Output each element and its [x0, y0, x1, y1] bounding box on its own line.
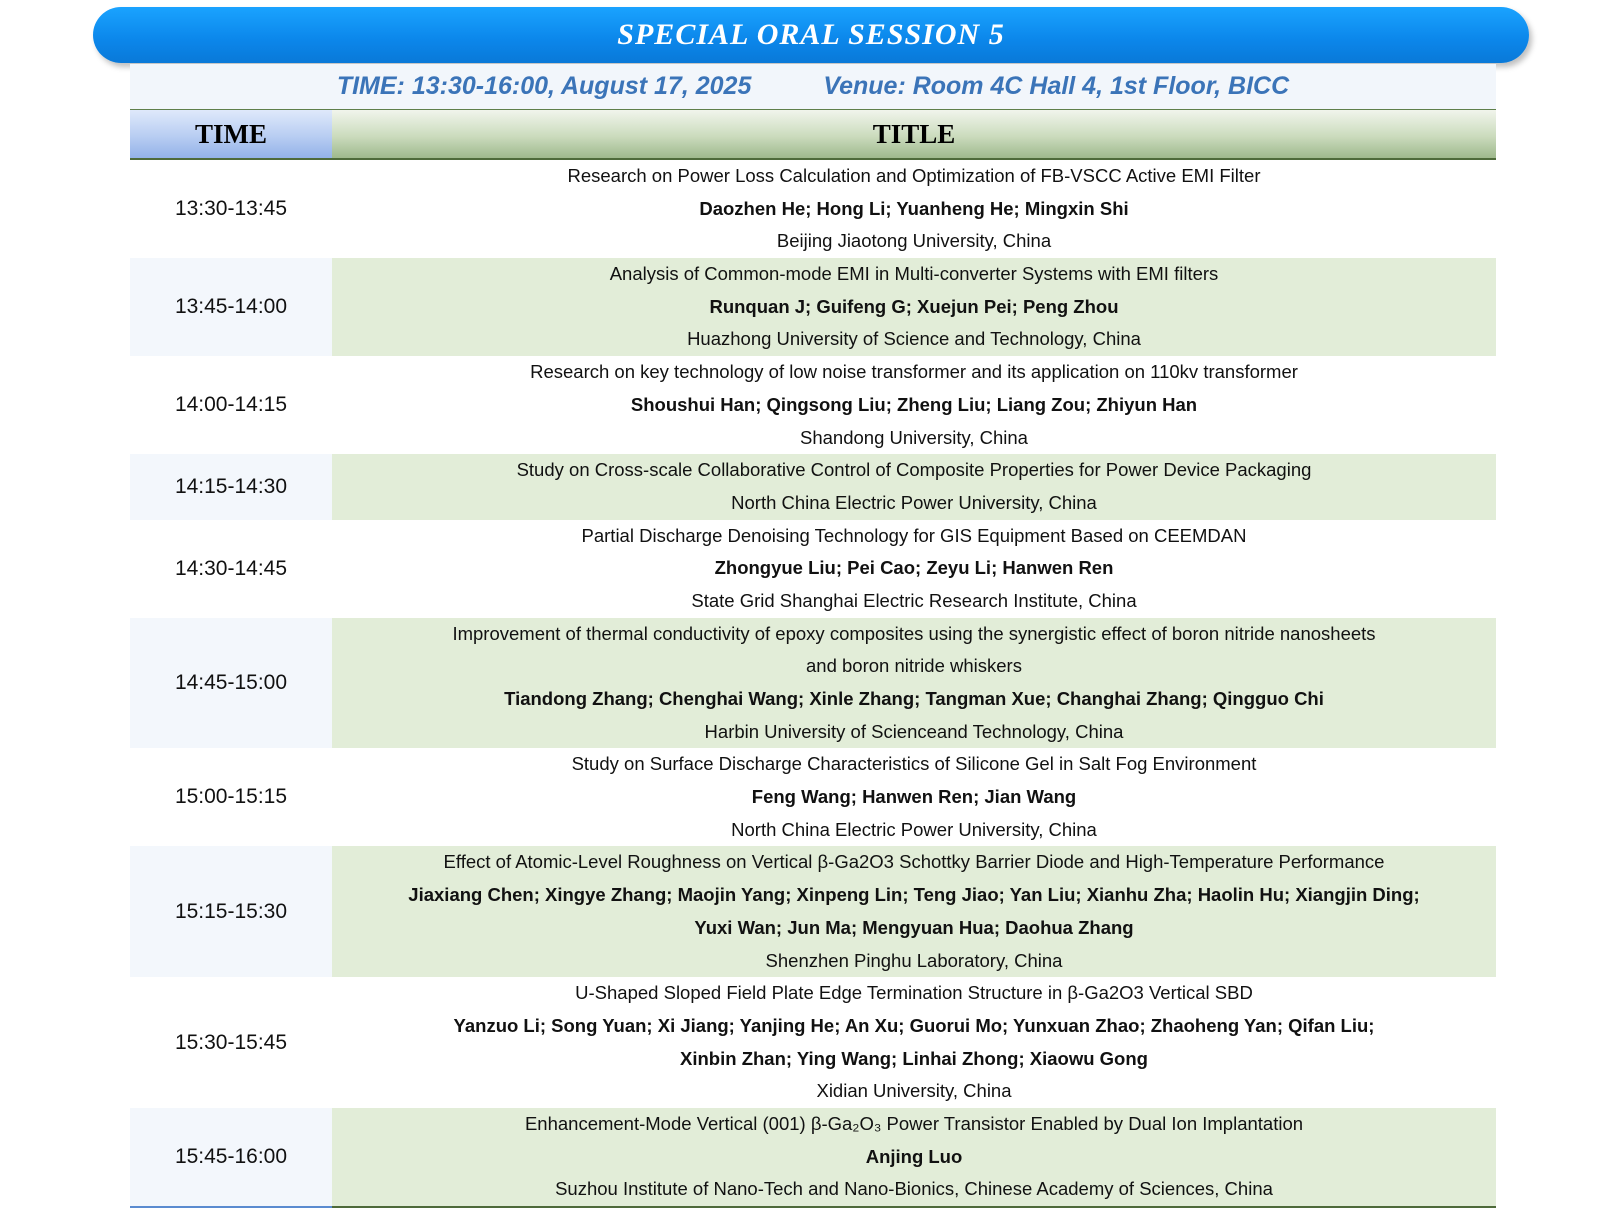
paper-title: Partial Discharge Denoising Technology for GIS Equipment Based on CEEMDAN — [581, 524, 1247, 546]
paper-affiliation: Huazhong University of Science and Technology, China — [687, 328, 1141, 350]
paper-affiliation: North China Electric Power University, China — [731, 491, 1097, 513]
paper-authors: Daozhen He; Hong Li; Yuanheng He; Mingxin Shi — [699, 197, 1129, 219]
session-slot-time: 14:30-14:45 — [130, 520, 332, 618]
paper-affiliation: Suzhou Institute of Nano-Tech and Nano-Bionics, Chinese Academy of Sciences, China — [555, 1178, 1273, 1200]
paper-entry — [332, 356, 1496, 454]
session-slot-time: 14:00-14:15 — [130, 356, 332, 454]
paper-authors: Anjing Luo — [865, 1145, 963, 1167]
table-row — [130, 160, 1496, 258]
table-row — [130, 846, 1496, 977]
table-row — [130, 618, 1496, 749]
paper-entry — [332, 1108, 1496, 1206]
paper-entry — [332, 748, 1496, 846]
paper-title: Research on key technology of low noise transformer and its application on 110kv transformer — [530, 361, 1298, 383]
table-row — [130, 748, 1496, 846]
table-header — [130, 110, 1496, 160]
paper-title: Enhancement-Mode Vertical (001) β-Ga₂O₃ Power Transistor Enabled by Dual Ion Implantation — [524, 1112, 1304, 1134]
paper-title: and boron nitride whiskers — [806, 655, 1022, 677]
paper-title: Study on Cross-scale Collaborative Control of Composite Properties for Power Device Packaging — [516, 459, 1312, 481]
paper-authors: Jiaxiang Chen; Xingye Zhang; Maojin Yang; Xinpeng Lin; Teng Jiao; Yan Liu; Xianhu Zha; Haolin Hu; Xiangjin Ding; — [408, 884, 1420, 906]
paper-affiliation: Xidian University, China — [816, 1080, 1012, 1102]
paper-authors: Feng Wang; Hanwen Ren; Jian Wang — [751, 786, 1077, 808]
paper-entry — [332, 160, 1496, 258]
paper-title: U-Shaped Sloped Field Plate Edge Termination Structure in β-Ga2O3 Vertical SBD — [575, 982, 1253, 1004]
session-slot-time: 15:30-15:45 — [130, 977, 332, 1108]
session-slot-time: 15:15-15:30 — [130, 846, 332, 977]
paper-affiliation: North China Electric Power University, China — [731, 818, 1097, 840]
table-row — [130, 520, 1496, 618]
paper-authors: Shoushui Han; Qingsong Liu; Zheng Liu; Liang Zou; Zhiyun Han — [630, 393, 1198, 415]
session-slot-time: 14:15-14:30 — [130, 454, 332, 519]
paper-entry — [332, 454, 1496, 519]
paper-authors: Runquan J; Guifeng G; Xuejun Pei; Peng Zhou — [709, 295, 1119, 317]
table-row — [130, 454, 1496, 519]
paper-affiliation: Harbin University of Scienceand Technology, China — [704, 720, 1124, 742]
session-time-info: TIME: 13:30-16:00, August 17, 2025 — [336, 72, 752, 100]
paper-affiliation: Beijing Jiaotong University, China — [776, 230, 1052, 252]
schedule-table — [130, 64, 1496, 1208]
paper-entry — [332, 977, 1496, 1108]
table-row — [130, 1108, 1496, 1206]
session-banner — [93, 7, 1529, 63]
session-slot-time: 14:45-15:00 — [130, 618, 332, 749]
paper-title: Improvement of thermal conductivity of epoxy composites using the synergistic effect of boron nitride nanosheets — [452, 622, 1376, 644]
session-slot-time: 15:00-15:15 — [130, 748, 332, 846]
paper-entry — [332, 520, 1496, 618]
table-row — [130, 977, 1496, 1108]
session-slot-time: 13:45-14:00 — [130, 258, 332, 356]
paper-title: Analysis of Common-mode EMI in Multi-converter Systems with EMI filters — [609, 263, 1219, 285]
paper-authors: Tiandong Zhang; Chenghai Wang; Xinle Zhang; Tangman Xue; Changhai Zhang; Qingguo Chi — [504, 688, 1324, 709]
paper-authors: Yuxi Wan; Jun Ma; Mengyuan Hua; Daohua Zhang — [694, 916, 1134, 938]
table-body — [130, 160, 1496, 1206]
session-title: SPECIAL ORAL SESSION 5 — [617, 18, 1005, 51]
paper-authors: Xinbin Zhan; Ying Wang; Linhai Zhong; Xiaowu Gong — [680, 1047, 1148, 1069]
paper-affiliation: Shenzhen Pinghu Laboratory, China — [765, 949, 1063, 971]
paper-affiliation: Shandong University, China — [800, 426, 1028, 448]
paper-entry — [332, 846, 1496, 977]
paper-title: Effect of Atomic-Level Roughness on Vertical β-Ga2O3 Schottky Barrier Diode and High-Temperature Performance — [443, 851, 1385, 873]
paper-entry — [332, 258, 1496, 356]
paper-title: Research on Power Loss Calculation and Optimization of FB-VSCC Active EMI Filter — [567, 165, 1261, 186]
paper-affiliation: State Grid Shanghai Electric Research Institute, China — [691, 589, 1137, 611]
session-venue-info: Venue: Room 4C Hall 4, 1st Floor, BICC — [823, 72, 1290, 100]
paper-authors: Zhongyue Liu; Pei Cao; Zeyu Li; Hanwen Ren — [714, 557, 1114, 579]
paper-authors: Yanzuo Li; Song Yuan; Xi Jiang; Yanjing He; An Xu; Guorui Mo; Yunxuan Zhao; Zhaoheng Yan; Qifan Liu; — [453, 1014, 1375, 1036]
table-row — [130, 356, 1496, 454]
table-row — [130, 258, 1496, 356]
session-info-bar — [130, 64, 1496, 110]
paper-entry — [332, 618, 1496, 749]
session-slot-time: 15:45-16:00 — [130, 1108, 332, 1206]
column-header-title: TITLE — [332, 110, 1496, 158]
paper-title: Study on Surface Discharge Characteristics of Silicone Gel in Salt Fog Environment — [571, 753, 1257, 775]
column-header-time: TIME — [130, 110, 332, 158]
session-slot-time: 13:30-13:45 — [130, 160, 332, 258]
